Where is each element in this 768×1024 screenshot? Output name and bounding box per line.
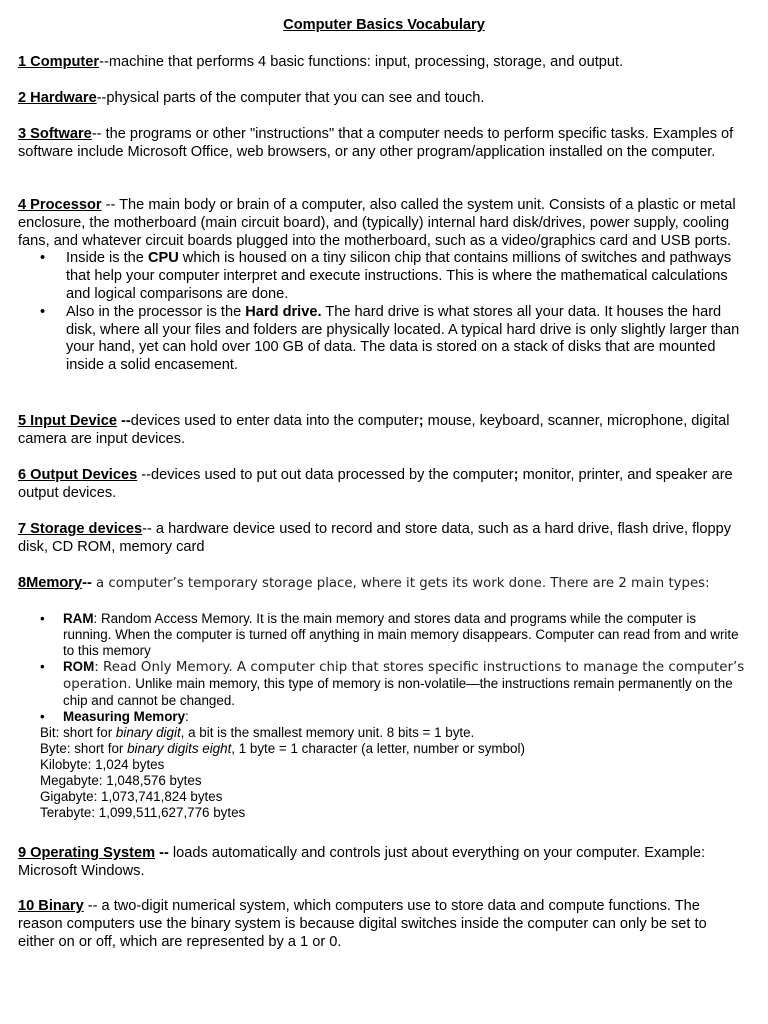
term-input-device: 5 Input Device [18,413,117,429]
unit-text: Byte: short for [40,741,128,756]
entry-hardware [18,90,746,108]
memory-bullet-list [18,611,746,725]
memory-bullet-measuring [18,709,746,725]
entry-input-device [18,413,746,449]
unit-italic: binary digits eight [127,741,232,756]
unit-text: , a bit is the smallest memory unit. 8 bits = 1 byte. [180,725,475,740]
definition-binary: -- a two-digit numerical system, which computers use to store data and compute functions. The reason computers use the binary system is because digital switches inside the computer can only be set to either on or off, which are represented by a 1 or 0. [18,898,707,950]
entry-memory [18,575,746,593]
page-title: Computer Basics Vocabulary [283,17,485,33]
definition-processor: -- The main body or brain of a computer, also called the system unit. Consists of a plastic or metal enclosure, the motherboard (main circuit board), and (typically) internal hard disk/drives, power supply, cooling fans, and whatever circuit boards plugged into the motherboard, such as a video/graphics card and USB ports. [18,197,736,249]
term-storage-devices: 7 Storage devices [18,521,143,537]
definition-os: loads automatically and controls just about everything on your computer. Example: Microsoft Windows. [18,845,706,879]
definition-software: -- the programs or other "instructions" that a computer needs to perform specific tasks. Examples of software include Microsoft Office, web browsers, or any other program/application installed on the computer. [18,126,734,160]
entry-output-devices [18,467,746,503]
memory-bullet-ram [18,611,746,659]
entry-operating-system [18,845,746,881]
rom-text: Unlike main memory, this type of memory is non-volatile—the instructions remain permanently on the chip and cannot be changed. [63,676,733,708]
bullet-text: The hard drive is what stores all your data. It houses the hard disk, where all your files and folders are physically located. A typical hard drive is only slightly larger than your hand, yet can hold over 100 GB of data. The data is stored on a stack of disks that are mounted inside a solid encasement. [66,303,740,374]
memory-bullet-rom [18,659,746,709]
separator: -- [116,413,131,429]
ram-label: RAM [63,611,94,626]
unit-text: , 1 byte = 1 character (a letter, number or symbol) [231,741,525,756]
entry-processor [18,197,746,375]
term-binary: 10 Binary [18,898,84,914]
ram-text: : Random Access Memory. It is the main memory and stores data and programs while the computer is running. When the computer is turned off anything in main memory disappears. Computer can read from and write to this memory [63,611,739,658]
entry-binary [18,898,746,951]
unit-kilobyte: Kilobyte: 1,024 bytes [40,757,165,772]
measuring-colon: : [185,709,189,724]
definition-hardware: --physical parts of the computer that you can see and touch. [96,90,485,106]
definition-memory: a computer’s temporary storage place, where it gets its work done. There are 2 main types: [91,576,710,591]
separator: -- [82,575,92,591]
processor-bullet-cpu [18,250,746,303]
separator: -- [155,845,169,861]
definition-storage: -- a hardware device used to record and store data, such as a hard drive, flash drive, floppy disk, CD ROM, memory card [18,521,732,555]
unit-italic: binary digit [115,725,181,740]
hard-drive-label: Hard drive. [245,303,322,320]
term-output-devices: 6 Output Devices [18,467,138,483]
definition-input-a: devices used to enter data into the computer [130,413,419,429]
definition-input-b: mouse, keyboard, scanner, microphone, digital camera are input devices. [18,413,730,447]
entry-computer [18,54,746,72]
term-memory: 8Memory [18,575,83,591]
processor-bullet-hard-drive [18,304,746,375]
term-hardware: 2 Hardware [18,90,97,106]
cpu-label: CPU [147,250,179,267]
memory-details [18,611,746,821]
entry-software [18,126,746,162]
semicolon: ; [418,413,424,429]
term-operating-system: 9 Operating System [18,845,156,861]
unit-terabyte: Terabyte: 1,099,511,627,776 bytes [40,805,246,820]
unit-megabyte: Megabyte: 1,048,576 bytes [40,773,202,788]
rom-text-thin: : Read Only Memory. A computer chip that stores specific instructions to manage the computer’s operation. [63,660,745,692]
measuring-memory-label: Measuring Memory [63,709,186,724]
memory-units [18,725,746,821]
unit-gigabyte: Gigabyte: 1,073,741,824 bytes [40,789,223,804]
unit-text: Bit: short for [40,725,116,740]
definition-output-a: --devices used to put out data processed by the computer [137,467,514,483]
definition-computer: --machine that performs 4 basic functions: input, processing, storage, and output. [99,54,624,70]
unit-byte [40,741,746,757]
term-computer: 1 Computer [18,54,100,70]
unit-bit [40,725,746,741]
term-software: 3 Software [18,126,92,142]
entry-storage-devices [18,521,746,557]
definition-output-b: monitor, printer, and speaker are output devices. [18,467,733,501]
semicolon: ; [513,467,519,483]
rom-label: ROM [63,659,95,674]
bullet-text: Inside is the [66,250,148,267]
processor-bullet-list [18,250,746,375]
term-processor: 4 Processor [18,197,102,213]
bullet-text: which is housed on a tiny silicon chip that contains millions of switches and pathways that help your computer interpret and execute instructions. This is where the mathematical calculations and logical comparisons are done. [66,250,732,302]
bullet-text: Also in the processor is the [66,303,246,320]
